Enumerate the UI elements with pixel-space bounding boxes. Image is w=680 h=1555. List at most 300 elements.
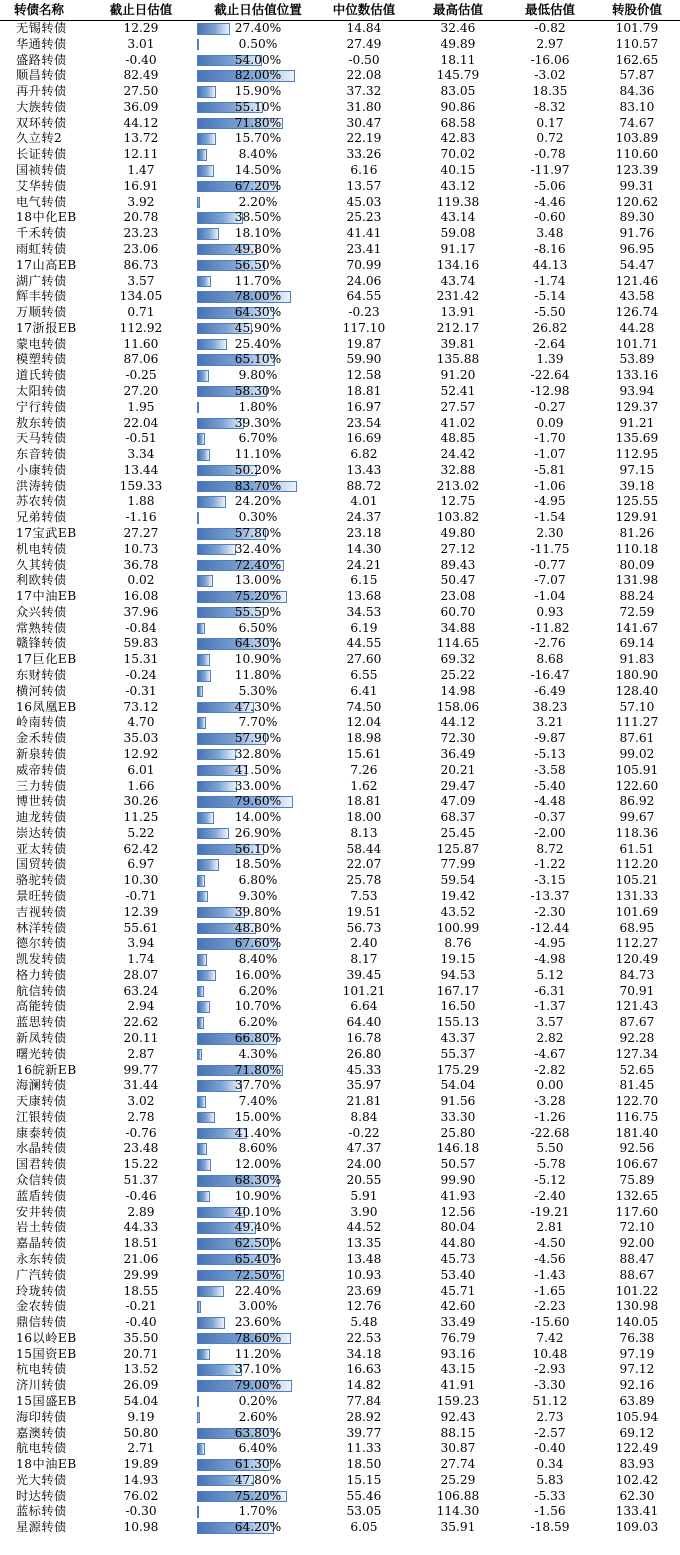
max-valuation: 25.45	[440, 825, 476, 840]
median-valuation: 35.97	[346, 1078, 382, 1093]
max-valuation: 42.60	[440, 1299, 476, 1314]
valuation-percentile: 79.00%	[234, 1378, 282, 1393]
header-median-valuation: 中位数估值	[332, 2, 396, 17]
min-valuation: -6.31	[534, 983, 566, 998]
min-valuation: -8.16	[534, 241, 566, 256]
conversion-value: 70.91	[619, 983, 655, 998]
conversion-value: 69.14	[619, 636, 655, 651]
table-row	[0, 84, 680, 100]
table-row	[0, 368, 680, 384]
valuation-percentile: 13.00%	[234, 573, 282, 588]
current-valuation: 134.05	[119, 289, 163, 304]
current-valuation: 12.92	[123, 746, 159, 761]
current-valuation: 3.57	[127, 273, 155, 288]
current-valuation: 2.71	[127, 1441, 155, 1456]
conversion-value: 99.31	[619, 178, 655, 193]
current-valuation: 4.70	[127, 715, 155, 730]
min-valuation: -2.82	[534, 1062, 566, 1077]
valuation-percentile: 63.80%	[234, 1425, 282, 1440]
min-valuation: -0.37	[534, 810, 566, 825]
conversion-value: 84.73	[619, 967, 655, 982]
valuation-percentile: 2.20%	[238, 194, 278, 209]
bond-name: 蓝思转债	[16, 1015, 67, 1030]
max-valuation: 68.37	[440, 810, 476, 825]
bond-name: 17山高EB	[16, 257, 77, 272]
median-valuation: 23.18	[346, 526, 382, 540]
min-valuation: -11.97	[530, 163, 570, 178]
table-row	[0, 542, 680, 558]
min-valuation: 10.48	[532, 1346, 568, 1361]
table-row	[0, 1520, 680, 1536]
current-valuation: 14.93	[123, 1472, 159, 1487]
table-row	[0, 952, 680, 968]
bond-name: 辉丰转债	[16, 289, 67, 304]
valuation-percentile: 11.20%	[234, 1346, 282, 1361]
max-valuation: 92.43	[440, 1409, 476, 1424]
valuation-percentile: 41.50%	[234, 762, 282, 777]
max-valuation: 69.32	[440, 652, 476, 667]
current-valuation: 3.34	[127, 447, 155, 462]
table-row	[0, 1378, 680, 1394]
current-valuation: 73.12	[123, 699, 159, 714]
header-max-valuation: 最高估值	[432, 2, 483, 17]
median-valuation: 18.50	[346, 1457, 382, 1472]
max-valuation: 99.90	[440, 1173, 476, 1188]
conversion-value: 72.59	[619, 604, 655, 619]
median-valuation: 22.07	[346, 857, 382, 872]
max-valuation: 44.12	[440, 715, 476, 730]
bond-name: 万顺转债	[16, 305, 67, 320]
current-valuation: 27.27	[123, 526, 159, 540]
valuation-percentile: 14.50%	[234, 163, 282, 178]
current-valuation: 3.92	[127, 194, 155, 209]
max-valuation: 12.75	[440, 494, 476, 509]
max-valuation: 68.58	[440, 115, 476, 130]
valuation-percentile: 78.60%	[234, 1330, 282, 1345]
current-valuation: 36.78	[123, 557, 159, 572]
table-row	[0, 226, 680, 242]
min-valuation: 1.39	[536, 352, 564, 367]
max-valuation: 72.30	[440, 731, 476, 746]
valuation-percentile: 3.00%	[238, 1299, 278, 1314]
table-row	[0, 873, 680, 889]
current-valuation: -0.71	[125, 888, 157, 903]
bond-name: 17宝武EB	[16, 526, 77, 540]
max-valuation: 114.30	[436, 1504, 480, 1519]
median-valuation: 45.33	[346, 1062, 382, 1077]
current-valuation: 28.07	[123, 967, 159, 982]
valuation-percentile: 38.50%	[234, 210, 282, 225]
valuation-percentile: 40.10%	[234, 1204, 282, 1219]
current-valuation: 2.89	[127, 1204, 155, 1219]
current-valuation: 6.97	[127, 857, 155, 872]
min-valuation: -4.67	[534, 1046, 566, 1061]
valuation-percentile: 64.30%	[234, 305, 282, 320]
min-valuation: 0.09	[536, 415, 564, 430]
max-valuation: 47.09	[440, 794, 476, 809]
valuation-percentile: 39.30%	[234, 415, 282, 430]
conversion-value: 110.18	[615, 541, 659, 556]
min-valuation: 3.48	[536, 226, 564, 241]
max-valuation: 16.50	[440, 999, 476, 1014]
bond-name: 国君转债	[16, 1157, 67, 1172]
max-valuation: 91.17	[440, 241, 476, 256]
current-valuation: 44.12	[123, 115, 159, 130]
conversion-value: 112.27	[615, 936, 659, 951]
median-valuation: 30.47	[346, 115, 382, 130]
table-row	[0, 163, 680, 179]
valuation-percentile: 32.40%	[234, 541, 282, 556]
table-row	[0, 494, 680, 510]
valuation-percentile: 79.60%	[234, 794, 282, 809]
current-valuation: -0.40	[125, 1315, 157, 1330]
bond-name: 湖广转债	[16, 273, 67, 288]
median-valuation: 16.69	[346, 431, 382, 446]
table-row	[0, 1284, 680, 1300]
bond-name: 华通转债	[16, 36, 67, 51]
conversion-value: 120.49	[615, 952, 659, 967]
table-row	[0, 447, 680, 463]
max-valuation: 41.02	[440, 415, 476, 430]
min-valuation: -1.06	[534, 478, 566, 493]
max-valuation: 24.42	[440, 447, 476, 462]
current-valuation: 10.30	[123, 873, 159, 888]
max-valuation: 45.71	[440, 1283, 476, 1298]
conversion-value: 52.65	[619, 1062, 655, 1077]
valuation-percentile: 56.50%	[234, 257, 282, 272]
valuation-percentile: 7.40%	[238, 1094, 278, 1109]
valuation-percentile: 55.50%	[234, 604, 282, 619]
valuation-percentile: 33.00%	[234, 778, 282, 793]
min-valuation: -16.06	[530, 52, 570, 67]
median-valuation: 5.48	[350, 1315, 378, 1330]
min-valuation: -12.44	[530, 920, 570, 935]
bond-name: 东财转债	[16, 668, 67, 683]
min-valuation: -16.47	[530, 668, 570, 683]
median-valuation: 39.45	[346, 967, 382, 982]
max-valuation: 119.38	[436, 194, 480, 209]
bond-name: 众兴转债	[16, 604, 67, 619]
bond-name: 江银转债	[16, 1109, 67, 1124]
conversion-value: 81.45	[619, 1078, 655, 1093]
max-valuation: 53.40	[440, 1267, 476, 1282]
min-valuation: -5.12	[534, 1173, 566, 1188]
current-valuation: 3.01	[127, 36, 155, 51]
table-row	[0, 337, 680, 353]
current-valuation: 59.83	[123, 636, 159, 651]
median-valuation: 18.81	[346, 383, 382, 398]
table-row	[0, 1205, 680, 1221]
min-valuation: -5.81	[534, 462, 566, 477]
bond-name: 双环转债	[16, 115, 67, 130]
conversion-value: 122.60	[615, 778, 659, 793]
table-row	[0, 1141, 680, 1157]
conversion-value: 43.58	[619, 289, 655, 304]
bond-name: 18中化EB	[16, 210, 77, 225]
valuation-percentile: 8.60%	[238, 1141, 278, 1156]
table-row	[0, 384, 680, 400]
current-valuation: -0.40	[125, 52, 157, 67]
min-valuation: -1.70	[534, 431, 566, 446]
median-valuation: 56.73	[346, 920, 382, 935]
median-valuation: 45.03	[346, 194, 382, 209]
conversion-value: 106.67	[615, 1157, 659, 1172]
current-valuation: 2.87	[127, 1046, 155, 1061]
table-row	[0, 1220, 680, 1236]
bond-name: 众信转债	[16, 1173, 67, 1188]
min-valuation: -1.43	[534, 1267, 566, 1282]
table-row	[0, 352, 680, 368]
valuation-percentile: 11.70%	[234, 273, 282, 288]
conversion-value: 57.10	[619, 699, 655, 714]
bond-name: 小康转债	[16, 462, 67, 477]
current-valuation: -0.76	[125, 1125, 157, 1140]
table-row	[0, 37, 680, 53]
min-valuation: -3.58	[534, 762, 566, 777]
current-valuation: -0.21	[125, 1299, 157, 1314]
min-valuation: 0.93	[536, 604, 564, 619]
max-valuation: 54.04	[440, 1078, 476, 1093]
table-row	[0, 621, 680, 637]
conversion-value: 121.46	[615, 273, 659, 288]
median-valuation: 10.93	[346, 1267, 382, 1282]
median-valuation: 39.77	[346, 1425, 382, 1440]
bond-name: 景旺转债	[16, 888, 67, 903]
current-valuation: 18.51	[123, 1236, 159, 1251]
conversion-value: 89.30	[619, 210, 655, 225]
min-valuation: 0.17	[536, 115, 564, 130]
min-valuation: -0.60	[534, 210, 566, 225]
current-valuation: 5.22	[127, 825, 155, 840]
min-valuation: -4.95	[534, 494, 566, 509]
max-valuation: 175.29	[436, 1062, 480, 1077]
valuation-percentile: 9.30%	[238, 888, 278, 903]
median-valuation: 19.51	[346, 904, 382, 919]
valuation-percentile: 37.70%	[234, 1078, 282, 1093]
median-valuation: 34.53	[346, 604, 382, 619]
current-valuation: 35.03	[123, 731, 159, 746]
conversion-value: 91.21	[619, 415, 655, 430]
conversion-value: 92.56	[619, 1141, 655, 1156]
header-bond-name: 转债名称	[14, 2, 65, 17]
min-valuation: -3.15	[534, 873, 566, 888]
conversion-value: 105.21	[615, 873, 659, 888]
median-valuation: 47.37	[346, 1141, 382, 1156]
table-row	[0, 747, 680, 763]
min-valuation: -5.14	[534, 289, 566, 304]
current-valuation: 63.24	[123, 983, 159, 998]
max-valuation: 60.70	[440, 604, 476, 619]
min-valuation: -3.02	[534, 68, 566, 83]
max-valuation: 39.81	[440, 336, 476, 351]
conversion-value: 105.91	[615, 762, 659, 777]
valuation-percentile: 83.70%	[234, 478, 282, 493]
valuation-percentile: 12.00%	[234, 1157, 282, 1172]
min-valuation: -2.40	[534, 1188, 566, 1203]
table-row	[0, 605, 680, 621]
max-valuation: 41.93	[440, 1188, 476, 1203]
current-valuation: 112.92	[119, 320, 163, 335]
table-row	[0, 652, 680, 668]
min-valuation: -2.23	[534, 1299, 566, 1314]
max-valuation: 100.99	[436, 920, 480, 935]
bond-name: 道氏转债	[16, 368, 67, 383]
conversion-value: 133.41	[615, 1504, 659, 1519]
min-valuation: 51.12	[532, 1393, 568, 1408]
bond-name: 顺昌转债	[16, 68, 67, 83]
bond-name: 洪涛转债	[16, 478, 67, 493]
max-valuation: 33.30	[440, 1109, 476, 1124]
min-valuation: -2.76	[534, 636, 566, 651]
current-valuation: -0.84	[125, 620, 157, 635]
current-valuation: 1.88	[127, 494, 155, 509]
min-valuation: -9.87	[534, 731, 566, 746]
valuation-percentile: 11.80%	[234, 668, 282, 683]
conversion-value: 74.67	[619, 115, 655, 130]
bond-name: 杭电转债	[16, 1362, 67, 1377]
conversion-value: 92.28	[619, 1031, 655, 1045]
valuation-percentile: 5.30%	[238, 683, 278, 698]
bond-name: 德尔转债	[16, 936, 67, 951]
min-valuation: 3.57	[536, 1015, 564, 1030]
max-valuation: 13.91	[440, 305, 476, 320]
valuation-percentile: 78.00%	[234, 289, 282, 304]
median-valuation: 101.21	[342, 983, 386, 998]
bond-name: 永东转债	[16, 1251, 67, 1266]
header-min-valuation: 最低估值	[524, 2, 575, 17]
median-valuation: 13.48	[346, 1251, 382, 1266]
max-valuation: 14.98	[440, 683, 476, 698]
current-valuation: 55.61	[123, 920, 159, 935]
median-valuation: 44.52	[346, 1220, 382, 1235]
current-valuation: 0.02	[127, 573, 155, 588]
table-row	[0, 258, 680, 274]
max-valuation: 89.43	[440, 557, 476, 572]
max-valuation: 42.83	[440, 131, 476, 146]
bond-name: 17中油EB	[16, 589, 77, 604]
current-valuation: 20.78	[123, 210, 159, 225]
conversion-value: 135.69	[615, 431, 659, 446]
valuation-percentile: 10.90%	[234, 1188, 282, 1203]
bond-name: 16以岭EB	[16, 1330, 77, 1345]
median-valuation: -0.23	[348, 305, 380, 320]
current-valuation: -0.46	[125, 1188, 157, 1203]
valuation-percentile: 41.40%	[234, 1125, 282, 1140]
median-valuation: 12.04	[346, 715, 382, 730]
table-row	[0, 1473, 680, 1489]
min-valuation: 2.30	[536, 526, 564, 540]
median-valuation: 74.50	[346, 699, 382, 714]
max-valuation: 80.04	[440, 1220, 476, 1235]
valuation-percentile: 18.10%	[234, 226, 282, 241]
table-row	[0, 147, 680, 163]
median-valuation: 13.57	[346, 178, 382, 193]
conversion-value: 105.94	[615, 1409, 659, 1424]
median-valuation: 24.00	[346, 1157, 382, 1172]
valuation-percentile: 75.20%	[234, 589, 282, 604]
current-valuation: 1.74	[127, 952, 155, 967]
max-valuation: 23.08	[440, 589, 476, 604]
valuation-percentile: 8.40%	[238, 952, 278, 967]
max-valuation: 212.17	[436, 320, 480, 335]
current-valuation: 35.50	[123, 1330, 159, 1345]
min-valuation: -2.93	[534, 1362, 566, 1377]
valuation-percentile: 47.30%	[234, 699, 282, 714]
min-valuation: 2.73	[536, 1409, 564, 1424]
bond-name: 航信转债	[16, 983, 67, 998]
median-valuation: 16.97	[346, 399, 382, 414]
min-valuation: 2.81	[536, 1220, 564, 1235]
valuation-percentile: 64.30%	[234, 636, 282, 651]
min-valuation: -1.56	[534, 1504, 566, 1519]
valuation-percentile: 49.80%	[234, 241, 282, 256]
bond-name: 电气转债	[16, 194, 67, 209]
valuation-percentile: 2.60%	[238, 1409, 278, 1424]
max-valuation: 43.52	[440, 904, 476, 919]
conversion-value: 131.98	[615, 573, 659, 588]
conversion-value: 180.90	[615, 668, 659, 683]
min-valuation: -2.00	[534, 825, 566, 840]
current-valuation: 2.78	[127, 1109, 155, 1124]
bond-name: 利欧转债	[16, 573, 67, 588]
min-valuation: 44.13	[532, 257, 568, 272]
table-row	[0, 1047, 680, 1063]
median-valuation: 77.84	[346, 1393, 382, 1408]
conversion-value: 63.89	[619, 1393, 655, 1408]
table-row	[0, 1441, 680, 1457]
valuation-percentile: 6.40%	[238, 1441, 278, 1456]
median-valuation: 4.01	[350, 494, 378, 509]
current-valuation: 10.98	[123, 1520, 159, 1535]
conversion-value: 62.30	[619, 1488, 655, 1503]
conversion-value: 103.89	[615, 131, 659, 146]
table-row	[0, 558, 680, 574]
median-valuation: 41.41	[346, 226, 382, 241]
conversion-value: 133.16	[615, 368, 659, 383]
min-valuation: -5.06	[534, 178, 566, 193]
conversion-value: 101.69	[615, 904, 659, 919]
min-valuation: 8.68	[536, 652, 564, 667]
median-valuation: 28.92	[346, 1409, 382, 1424]
max-valuation: 43.15	[440, 1362, 476, 1377]
min-valuation: 2.82	[536, 1031, 564, 1045]
max-valuation: 55.37	[440, 1046, 476, 1061]
table-row	[0, 1362, 680, 1378]
table-row	[0, 999, 680, 1015]
max-valuation: 103.82	[436, 510, 480, 525]
median-valuation: 70.99	[346, 257, 382, 272]
median-valuation: 22.53	[346, 1330, 382, 1345]
current-valuation: 0.71	[127, 305, 155, 320]
max-valuation: 34.88	[440, 620, 476, 635]
table-row	[0, 1157, 680, 1173]
max-valuation: 145.79	[436, 68, 480, 83]
table-row	[0, 1031, 680, 1047]
median-valuation: 27.60	[346, 652, 382, 667]
table-row	[0, 1504, 680, 1520]
valuation-percentile: 6.20%	[238, 983, 278, 998]
bond-name: 水晶转债	[16, 1141, 67, 1156]
current-valuation: 31.44	[123, 1078, 159, 1093]
current-valuation: 3.02	[127, 1094, 155, 1109]
conversion-value: 92.16	[619, 1378, 655, 1393]
current-valuation: 27.50	[123, 84, 159, 99]
valuation-percentile: 57.90%	[234, 731, 282, 746]
valuation-percentile: 1.70%	[238, 1504, 278, 1519]
bond-name: 海澜转债	[16, 1078, 67, 1093]
median-valuation: 44.55	[346, 636, 382, 651]
median-valuation: 23.41	[346, 241, 382, 256]
